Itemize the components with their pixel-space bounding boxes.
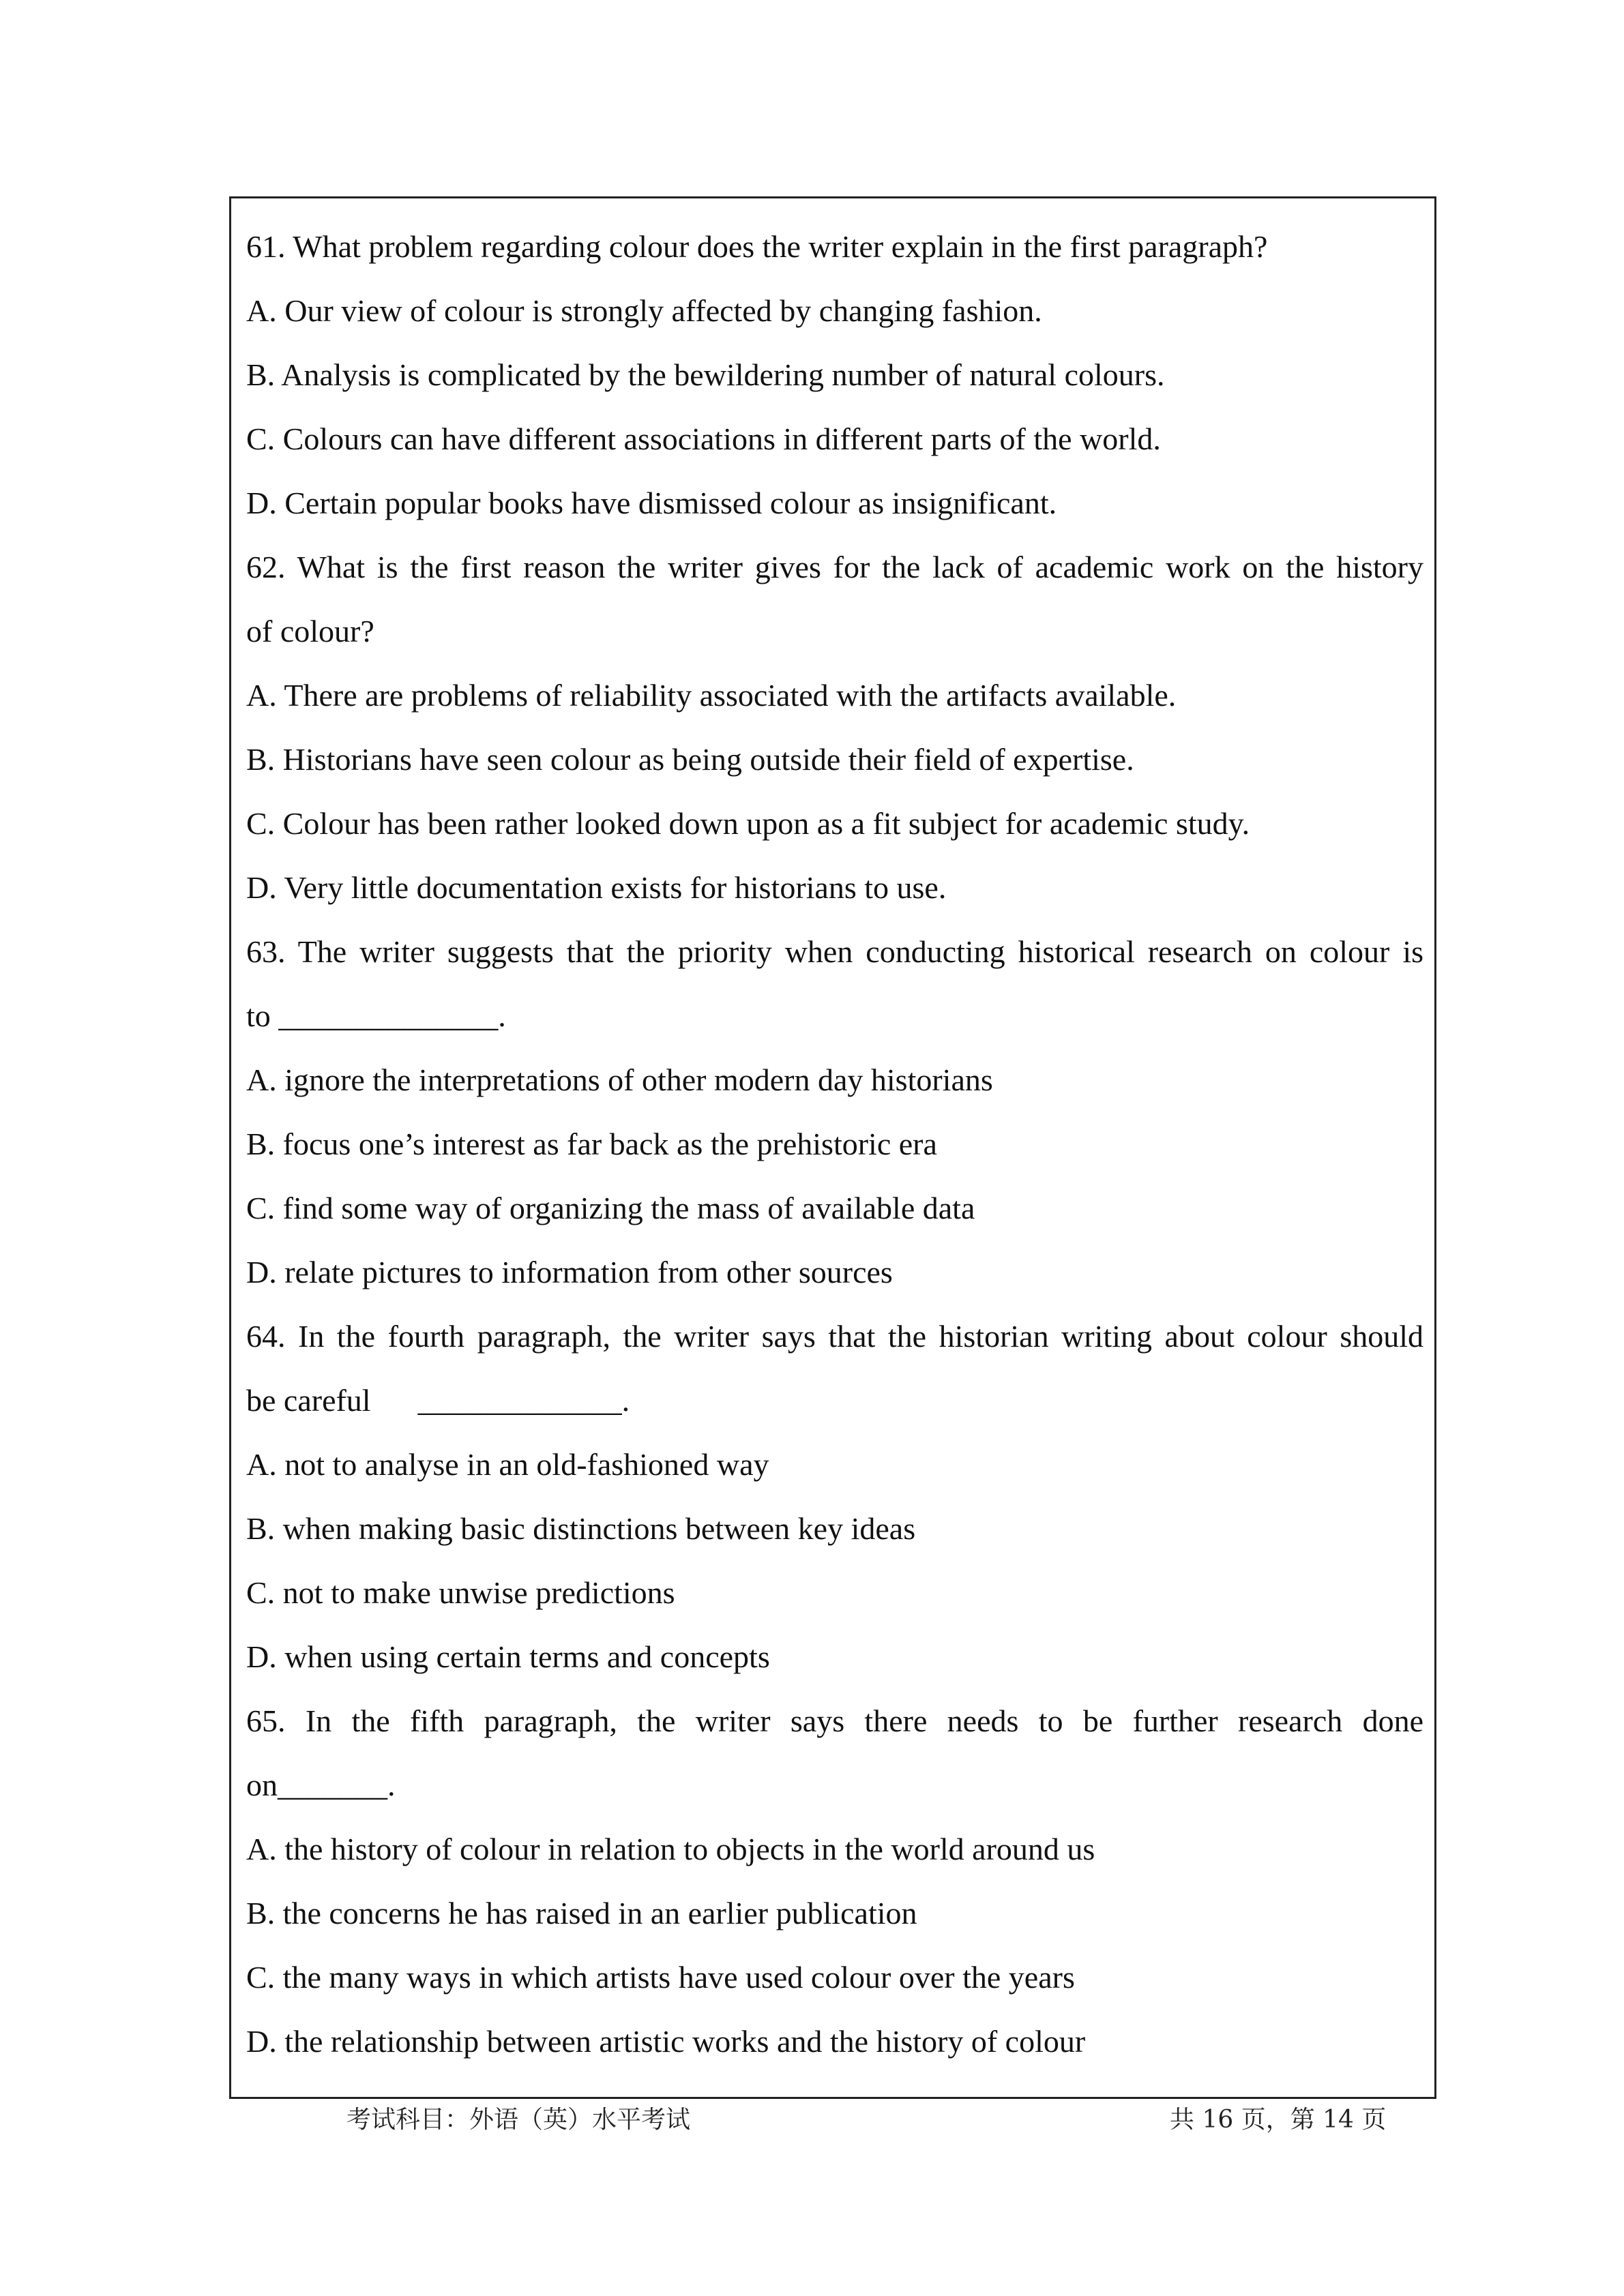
question-box [229,196,1436,2099]
question-61-option-b: B. Analysis is complicated by the bewildering number of natural colours. [246,357,1165,392]
question-64-option-c: C. not to make unwise predictions [246,1575,675,1610]
question-63-stem-line-1: 63. The writer suggests that the priority when conducting historical research on colour is [246,934,1423,969]
question-64-option-d: D. when using certain terms and concepts [246,1639,770,1674]
question-61-option-c: C. Colours can have different associations in different parts of the world. [246,421,1161,456]
question-63-option-d: D. relate pictures to information from other sources [246,1255,893,1289]
question-65-option-b: B. the concerns he has raised in an earlier publication [246,1896,917,1930]
footer-page-number: 共 16 页，第 14 页 [1170,2106,1387,2134]
question-65-option-c: C. the many ways in which artists have used colour over the years [246,1960,1075,1995]
question-63-option-a: A. ignore the interpretations of other modern day historians [246,1062,993,1097]
question-62-option-a: A. There are problems of reliability associated with the artifacts available. [246,678,1177,713]
question-63-option-c: C. find some way of organizing the mass of available data [246,1191,975,1225]
question-65-option-d: D. the relationship between artistic works and the history of colour [246,2024,1086,2059]
question-61-option-d: D. Certain popular books have dismissed colour as insignificant. [246,486,1057,520]
question-61-stem: 61. What problem regarding colour does the writer explain in the first paragraph? [246,229,1268,264]
question-62-option-b: B. Historians have seen colour as being outside their field of expertise. [246,742,1134,777]
question-65-option-a: A. the history of colour in relation to objects in the world around us [246,1832,1095,1866]
question-65-stem-line-1: 65. In the fifth paragraph, the writer says there needs to be further research done [246,1703,1423,1738]
question-61-option-a: A. Our view of colour is strongly affected by changing fashion. [246,293,1042,328]
footer-exam-subject: 考试科目：外语（英）水平考试 [346,2106,691,2134]
question-64-stem-line-1: 64. In the fourth paragraph, the writer says that the historian writing about colour should [246,1319,1423,1354]
question-64-stem-line-2: be careful _____________. [246,1383,630,1418]
question-64-option-a: A. not to analyse in an old-fashioned way [246,1447,769,1482]
question-63-stem-line-2: to ______________. [246,998,506,1033]
question-62-stem-line-2: of colour? [246,614,374,648]
question-62-option-c: C. Colour has been rather looked down upon as a fit subject for academic study. [246,806,1250,841]
question-65-stem-line-2: on_______. [246,1768,396,1802]
question-list [246,215,1423,2074]
question-62-stem-line-1: 62. What is the first reason the writer gives for the lack of academic work on the history [246,550,1423,584]
question-62-option-d: D. Very little documentation exists for historians to use. [246,870,947,905]
question-64-option-b: B. when making basic distinctions between key ideas [246,1511,916,1546]
question-63-option-b: B. focus one’s interest as far back as the prehistoric era [246,1127,937,1161]
